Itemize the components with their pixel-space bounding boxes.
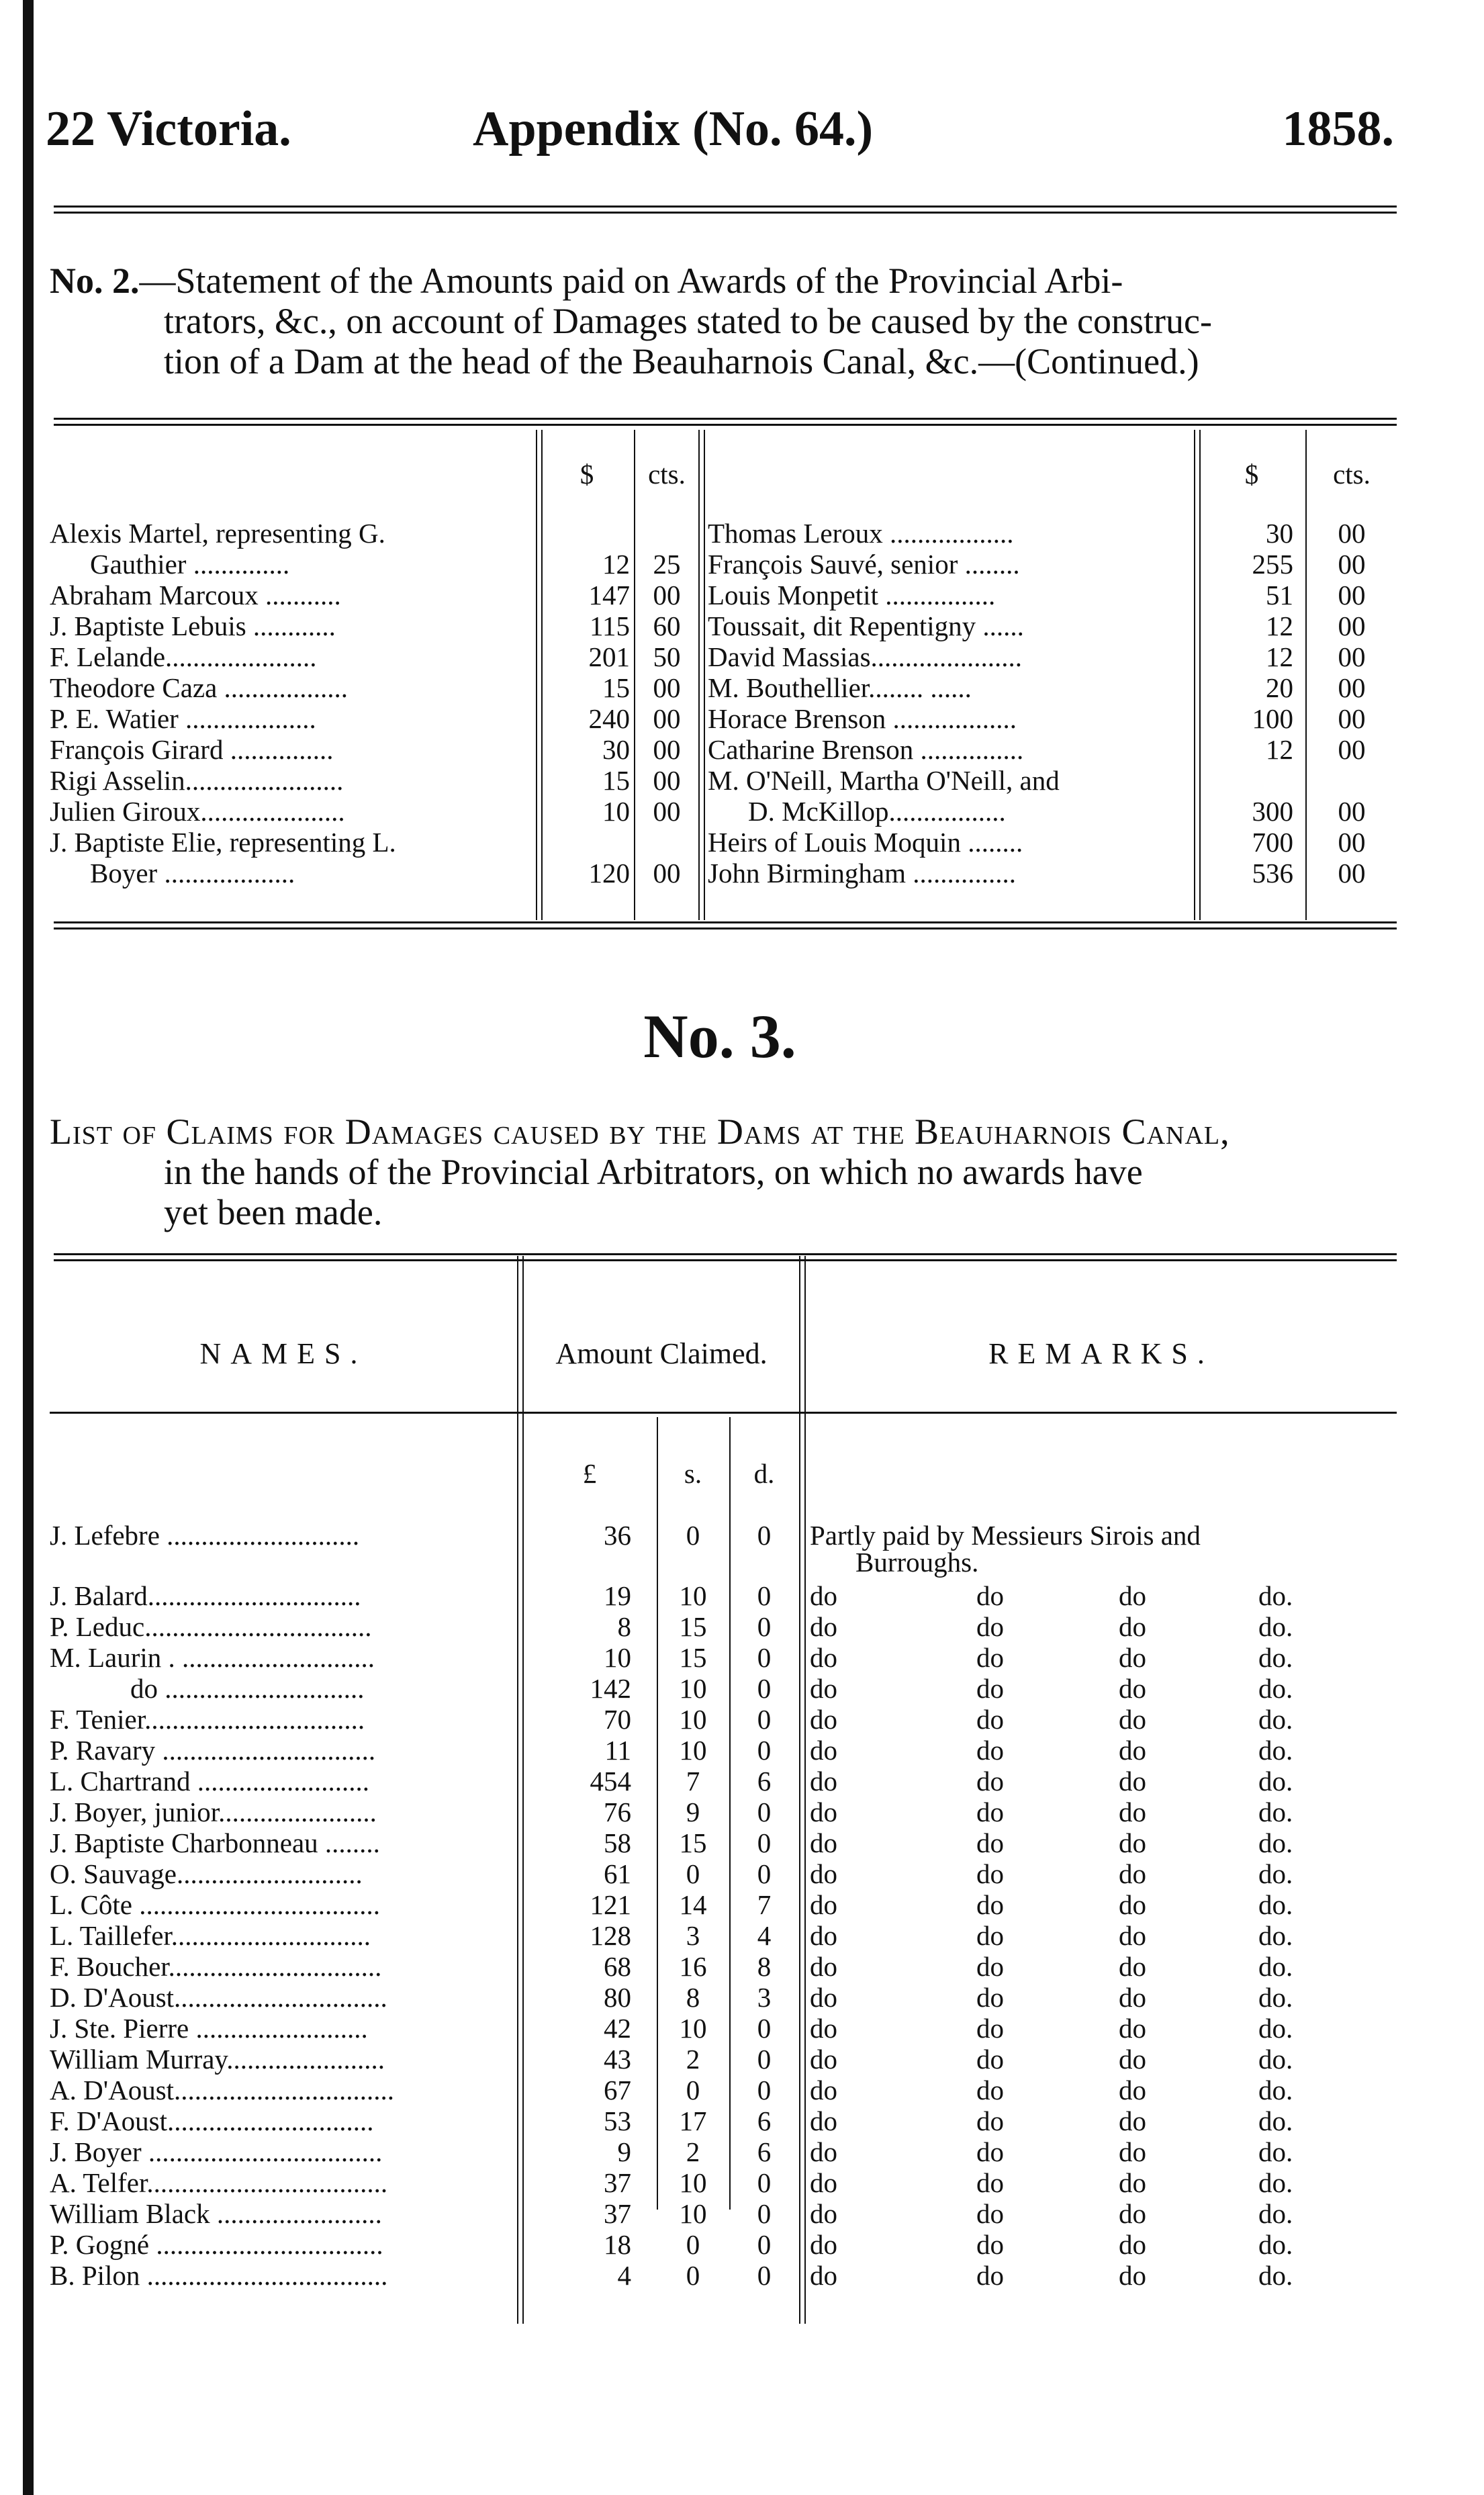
remark-ditto: do [810,2198,837,2229]
claimant-name: J. Boyer .................................. [50,2136,383,2167]
entry-name: Horace Brenson .................. [708,703,1017,734]
col-dollar-left: $ [579,459,594,490]
claim-pounds: 53 [604,2105,631,2136]
remark-ditto: do. [1258,2013,1293,2044]
remark-ditto: do. [1258,2198,1293,2229]
entry-dollars: 201 [588,641,630,672]
remark-ditto: do. [1258,1982,1293,2013]
claim-pence: 6 [757,2105,772,2136]
entry-name: Boyer ................... [90,858,295,889]
entry-cents: 00 [1338,827,1366,858]
claim-pounds: 58 [604,1827,631,1858]
claim-shillings: 0 [686,1858,700,1889]
statement-heading [50,261,1393,381]
remark-ditto: do [1119,1889,1146,1920]
entry-dollars: 700 [1252,827,1293,858]
claim-pounds: 43 [604,2044,631,2075]
claim-shillings: 16 [679,1951,707,1982]
claim-pence: 7 [757,1889,772,1920]
remark-ditto: do [810,1827,837,1858]
remark-ditto: do [976,1797,1004,1827]
claim-shillings: 0 [686,2229,700,2260]
col-cts-right: cts. [1333,459,1371,490]
claim-shillings: 10 [679,1580,707,1611]
claimant-name: F. Boucher............................... [50,1951,382,1982]
entry-cents: 00 [1338,549,1366,580]
remark-ditto: do. [1258,1735,1293,1766]
list-heading-line2: in the hands of the Provincial Arbitrators, on which no awards have [164,1152,1143,1192]
remark-ditto: do [810,1797,837,1827]
remark-ditto: do [810,1673,837,1704]
claim-pence: 0 [757,2229,772,2260]
entry-name: Abraham Marcoux ........... [50,580,341,610]
remark-ditto: do [810,1766,837,1797]
claim-shillings: 0 [686,1520,700,1551]
entry-name: M. Bouthellier........ ...... [708,672,972,703]
remark-ditto: do [976,1580,1004,1611]
remark-ditto: do [1119,1735,1146,1766]
claim-shillings: 0 [686,2075,700,2105]
remark-ditto: do [810,1611,837,1642]
claim-pounds: 121 [590,1889,631,1920]
remark-ditto: do [976,1889,1004,1920]
remark-ditto: do [976,2136,1004,2167]
claim-pence: 0 [757,1642,772,1673]
running-head [43,101,1397,168]
claim-pence: 0 [757,2167,772,2198]
claim-pence: 0 [757,2075,772,2105]
table1-top-rule [54,418,1397,426]
remark-ditto: do [1119,2075,1146,2105]
remark-ditto: do. [1258,1920,1293,1951]
entry-cents: 00 [653,672,681,703]
claim-pounds: 454 [590,1766,631,1797]
claim-pence: 0 [757,1704,772,1735]
entry-name: Catharine Brenson ............... [708,734,1024,765]
claim-shillings: 15 [679,1642,707,1673]
claim-shillings: 15 [679,1611,707,1642]
remark-ditto: do [1119,2229,1146,2260]
col-cts-left: cts. [648,459,686,490]
remark-ditto: do [810,2260,837,2291]
statement-heading-line1: —Statement of the Amounts paid on Awards of the Provincial Arbi- [139,261,1123,301]
statement-heading-line3: tion of a Dam at the head of the Beauharnois Canal, &c.—(Continued.) [164,341,1199,381]
entry-dollars: 100 [1252,703,1293,734]
remark-ditto: do [1119,1704,1146,1735]
claim-pence: 4 [757,1920,772,1951]
claim-pounds: 4 [617,2260,631,2291]
remark-ditto: do [810,1735,837,1766]
col-pence: d. [753,1458,775,1489]
remark-ditto: do [976,1611,1004,1642]
claimant-name: J. Lefebre ............................ [50,1520,360,1551]
remark-ditto: do [976,2075,1004,2105]
remark-ditto: do [1119,2136,1146,2167]
claimant-name: J. Balard............................... [50,1580,361,1611]
entry-cents: 00 [653,765,681,796]
entry-dollars: 147 [588,580,630,610]
entry-cents: 00 [653,858,681,889]
remark-ditto: do. [1258,1642,1293,1673]
remark-ditto: do [976,1827,1004,1858]
entry-name: M. O'Neill, Martha O'Neill, and [708,765,1060,796]
col-pounds: £ [582,1458,597,1489]
claimant-name: L. Taillefer............................. [50,1920,371,1951]
claim-shillings: 10 [679,2198,707,2229]
remark-ditto: do [976,1673,1004,1704]
table1-rule [698,430,705,920]
entry-cents: 60 [653,610,681,641]
remark-ditto: do. [1258,1797,1293,1827]
remark-ditto: do. [1258,1580,1293,1611]
entry-name: John Birmingham ............... [708,858,1016,889]
entry-name: Rigi Asselin....................... [50,765,344,796]
remark-ditto: do [1119,2013,1146,2044]
entry-name: Heirs of Louis Moquin ........ [708,827,1023,858]
remark-ditto: do [1119,1642,1146,1673]
claim-pounds: 68 [604,1951,631,1982]
claimant-name: M. Laurin . ............................ [50,1642,375,1673]
claim-shillings: 10 [679,2167,707,2198]
claim-pounds: 42 [604,2013,631,2044]
claimant-name: D. D'Aoust............................... [50,1982,387,2013]
claim-shillings: 0 [686,2260,700,2291]
claim-pounds: 36 [604,1520,631,1551]
remark-ditto: do [1119,1827,1146,1858]
entry-dollars: 240 [588,703,630,734]
claim-pence: 0 [757,2198,772,2229]
remark-ditto: do [1119,1920,1146,1951]
entry-name: Theodore Caza .................. [50,672,349,703]
claim-pence: 3 [757,1982,772,2013]
entry-cents: 00 [653,734,681,765]
entry-cents: 00 [1338,858,1366,889]
entry-cents: 00 [1338,703,1366,734]
claim-pounds: 19 [604,1580,631,1611]
remark-ditto: do [810,2105,837,2136]
remark-ditto: do [810,2229,837,2260]
remark-ditto: do [976,1951,1004,1982]
list-heading [50,1112,1393,1232]
entry-cents: 25 [653,549,681,580]
remark-ditto: do [1119,2167,1146,2198]
claim-pounds: 11 [604,1735,631,1766]
claim-pence: 0 [757,1520,772,1551]
remark-ditto: do [810,1642,837,1673]
entry-dollars: 536 [1252,858,1293,889]
remark-ditto: do. [1258,2044,1293,2075]
claimant-name: L. Côte ................................... [50,1889,380,1920]
entry-cents: 00 [1338,796,1366,827]
claim-pence: 0 [757,2013,772,2044]
claim-pounds: 80 [604,1982,631,2013]
claim-shillings: 8 [686,1982,700,2013]
entry-name: J. Baptiste Lebuis ............ [50,610,336,641]
col-amount: Amount Claimed. [555,1337,768,1370]
remark-ditto: do. [1258,1766,1293,1797]
remark-ditto: do. [1258,2167,1293,2198]
claimant-name: J. Baptiste Charbonneau ........ [50,1827,380,1858]
entry-dollars: 15 [602,672,630,703]
entry-name: Julien Giroux..................... [50,796,345,827]
claim-pence: 0 [757,1797,772,1827]
claimant-name: William Murray....................... [50,2044,385,2075]
remark-ditto: do [810,1982,837,2013]
entry-dollars: 12 [602,549,630,580]
claim-shillings: 7 [686,1766,700,1797]
claim-pence: 0 [757,1827,772,1858]
table1-rule [1305,430,1307,920]
remark-ditto: do. [1258,1858,1293,1889]
table1-rule [634,430,635,920]
entry-dollars: 300 [1252,796,1293,827]
remark-ditto: do [976,1642,1004,1673]
remark-ditto: do [976,1858,1004,1889]
remark-ditto: do [976,1982,1004,2013]
entry-dollars: 30 [602,734,630,765]
remark-ditto: do [976,1735,1004,1766]
entry-dollars: 15 [602,765,630,796]
claim-pence: 0 [757,1735,772,1766]
entry-cents: 00 [653,703,681,734]
entry-dollars: 51 [1266,580,1293,610]
claim-pence: 0 [757,1580,772,1611]
table2-rule [517,1256,524,2324]
claim-pence: 0 [757,1858,772,1889]
claim-shillings: 2 [686,2044,700,2075]
entry-name: François Girard ............... [50,734,334,765]
claimant-name: L. Chartrand ......................... [50,1766,369,1797]
remark-ditto: do [810,2167,837,2198]
claim-pence: 0 [757,1611,772,1642]
remark-ditto: do. [1258,1827,1293,1858]
claim-pounds: 61 [604,1858,631,1889]
col-shillings: s. [684,1458,702,1489]
claim-pounds: 10 [604,1642,631,1673]
remark-ditto: do. [1258,2105,1293,2136]
statement-heading-line2: trators, &c., on account of Damages stated to be caused by the construc- [164,301,1212,341]
remark-ditto: do [976,2260,1004,2291]
entry-name: D. McKillop................. [748,796,1006,827]
remark-text: Partly paid by Messieurs Sirois and [810,1520,1201,1551]
entry-cents: 00 [1338,580,1366,610]
claimant-name: F. D'Aoust.............................. [50,2105,374,2136]
remark-ditto: do [976,2044,1004,2075]
entry-name: François Sauvé, senior ........ [708,549,1020,580]
claimant-name: O. Sauvage........................... [50,1858,363,1889]
claim-shillings: 14 [679,1889,707,1920]
entry-dollars: 255 [1252,549,1293,580]
claim-pounds: 8 [617,1611,631,1642]
claim-pence: 8 [757,1951,772,1982]
claimant-name: A. D'Aoust................................ [50,2075,395,2105]
col-remarks: REMARKS. [988,1337,1214,1370]
remark-ditto: do [1119,1982,1146,2013]
claim-pounds: 37 [604,2198,631,2229]
claim-shillings: 10 [679,1704,707,1735]
entry-dollars: 10 [602,796,630,827]
remark-ditto: do [810,2044,837,2075]
claim-pence: 0 [757,2044,772,2075]
remark-ditto: do [810,1920,837,1951]
claimant-name: William Black ........................ [50,2198,382,2229]
remark-ditto: do [976,2013,1004,2044]
remark-ditto: do [810,2013,837,2044]
statement-table [50,430,1397,920]
claimant-name: P. Ravary ............................... [50,1735,376,1766]
entry-cents: 00 [1338,734,1366,765]
entry-dollars: 12 [1266,734,1293,765]
claim-shillings: 10 [679,2013,707,2044]
claim-shillings: 3 [686,1920,700,1951]
claim-pounds: 70 [604,1704,631,1735]
remark-ditto: do. [1258,1673,1293,1704]
running-head-left: 22 Victoria. [46,101,291,156]
remark-ditto: do [810,1858,837,1889]
remark-ditto: do [1119,2105,1146,2136]
entry-dollars: 120 [588,858,630,889]
remark-ditto: do [976,1766,1004,1797]
remark-ditto: do [810,2136,837,2167]
remark-ditto: do [1119,1858,1146,1889]
section-title: No. 3. [643,1002,796,1071]
list-heading-line3: yet been made. [164,1192,383,1232]
table1-rule [536,430,543,920]
entry-name: F. Lelande...................... [50,641,317,672]
entry-cents: 00 [1338,610,1366,641]
header-double-rule [54,206,1397,214]
entry-name: David Massias...................... [708,641,1023,672]
claim-pounds: 67 [604,2075,631,2105]
claimant-name: A. Telfer................................... [50,2167,388,2198]
remark-ditto: do [1119,1797,1146,1827]
entry-cents: 00 [1338,518,1366,549]
entry-cents: 50 [653,641,681,672]
remark-ditto: do. [1258,1889,1293,1920]
entry-dollars: 12 [1266,610,1293,641]
claim-pounds: 37 [604,2167,631,2198]
claimant-name: do ............................. [130,1673,365,1704]
running-head-center: Appendix (No. 64.) [473,101,874,156]
claim-pounds: 76 [604,1797,631,1827]
statement-number: No. 2. [50,261,140,301]
entry-name: Gauthier .............. [90,549,290,580]
table2-header-rule [50,1412,1397,1414]
running-head-right: 1858. [1282,101,1394,156]
claim-pounds: 128 [590,1920,631,1951]
entry-name: Thomas Leroux .................. [708,518,1014,549]
remark-ditto: do [1119,2044,1146,2075]
claimant-name: P. Leduc................................. [50,1611,372,1642]
claimant-name: J. Boyer, junior....................... [50,1797,377,1827]
claim-shillings: 15 [679,1827,707,1858]
remark-text: Burroughs. [855,1547,979,1578]
remark-ditto: do [810,1580,837,1611]
entry-name: J. Baptiste Elie, representing L. [50,827,396,858]
remark-ditto: do [810,2075,837,2105]
claimant-name: J. Ste. Pierre ......................... [50,2013,368,2044]
remark-ditto: do [976,1704,1004,1735]
claim-pence: 6 [757,1766,772,1797]
claim-pence: 0 [757,2260,772,2291]
claim-pence: 6 [757,2136,772,2167]
col-dollar-right: $ [1244,459,1259,490]
col-names: NAMES. [199,1337,367,1370]
claimant-name: B. Pilon ................................... [50,2260,388,2291]
entry-cents: 00 [653,796,681,827]
remark-ditto: do [1119,1580,1146,1611]
remark-ditto: do. [1258,1611,1293,1642]
remark-ditto: do. [1258,2260,1293,2291]
claimant-name: F. Tenier................................ [50,1704,365,1735]
remark-ditto: do [810,1704,837,1735]
remark-ditto: do [1119,1611,1146,1642]
remark-ditto: do. [1258,2136,1293,2167]
entry-dollars: 12 [1266,641,1293,672]
entry-cents: 00 [1338,641,1366,672]
claim-shillings: 10 [679,1673,707,1704]
table2-rule [799,1256,806,2324]
claim-shillings: 9 [686,1797,700,1827]
claim-shillings: 10 [679,1735,707,1766]
remark-ditto: do [976,1920,1004,1951]
remark-ditto: do. [1258,2229,1293,2260]
remark-ditto: do [1119,2260,1146,2291]
remark-ditto: do [976,2105,1004,2136]
entry-dollars: 115 [590,610,630,641]
remark-ditto: do [976,2167,1004,2198]
remark-ditto: do [976,2198,1004,2229]
entry-cents: 00 [1338,672,1366,703]
remark-ditto: do [1119,2198,1146,2229]
left-margin-rule [23,0,34,2495]
remark-ditto: do [810,1951,837,1982]
claimant-name: P. Gogné ................................. [50,2229,383,2260]
entry-name: Toussait, dit Repentigny ...... [708,610,1024,641]
entry-name: P. E. Watier ................... [50,703,316,734]
claim-pounds: 9 [617,2136,631,2167]
entry-cents: 00 [653,580,681,610]
table1-bottom-rule [54,921,1397,929]
claim-shillings: 17 [679,2105,707,2136]
remark-ditto: do [976,2229,1004,2260]
claim-shillings: 2 [686,2136,700,2167]
claim-pounds: 142 [590,1673,631,1704]
remark-ditto: do [1119,1766,1146,1797]
table1-rule [1194,430,1201,920]
remark-ditto: do [1119,1951,1146,1982]
remark-ditto: do [1119,1673,1146,1704]
entry-name: Alexis Martel, representing G. [50,518,385,549]
remark-ditto: do. [1258,2075,1293,2105]
remark-ditto: do. [1258,1951,1293,1982]
entry-dollars: 30 [1266,518,1293,549]
entry-name: Louis Monpetit ................ [708,580,996,610]
claims-table [50,1256,1397,2324]
claim-pounds: 18 [604,2229,631,2260]
entry-dollars: 20 [1266,672,1293,703]
remark-ditto: do [810,1889,837,1920]
list-heading-line1: List of Claims for Damages caused by the Dams at the Beauharnois Canal, [50,1112,1230,1152]
remark-ditto: do. [1258,1704,1293,1735]
claim-pence: 0 [757,1673,772,1704]
